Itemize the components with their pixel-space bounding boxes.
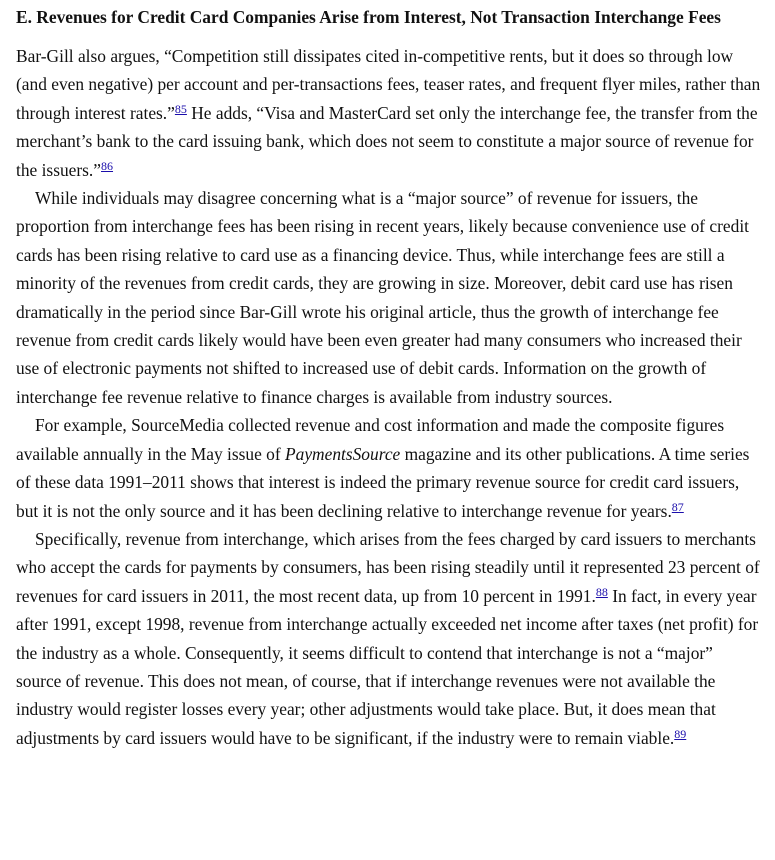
- body-text: [16, 42, 761, 752]
- text-run: magazine and its other publications. A time series of these data 1991–2011 shows that interest is indeed the primary revenue source for credit card issuers, but it is not the only source and it has been declining relative to interchange revenue for years.: [16, 443, 750, 521]
- text-run: In fact, in every year after 1991, except 1998, revenue from interchange actually exceeded net income after taxes (net profit) for the industry as a whole. Consequently, it seems difficult to contend that interchange is not a “major” source of revenue. This does not mean, of course, that if interchange revenues were not available the industry would register losses every year; other adjustments would take place. But, it does mean that adjustments by card issuers would have to be significant, if the industry were to remain viable.: [16, 585, 759, 748]
- text-run: For example, SourceMedia collected revenue and cost information and made the composite figures available annually in the May issue of: [16, 415, 725, 464]
- paragraph: [16, 184, 761, 411]
- footnote-link[interactable]: 88: [595, 584, 608, 599]
- paragraph: [16, 525, 761, 752]
- text-run: Specifically, revenue from interchange, which arises from the fees charged by card issuers to merchants who accept the cards for payments by consumers, has been rising steadily until it represented 23 percent of revenues for card issuers in 2011, the most recent data, up from 10 percent in 1991.: [16, 528, 760, 606]
- footnote-link[interactable]: 89: [674, 726, 687, 741]
- paragraph: [16, 411, 761, 525]
- paragraph: [16, 42, 761, 184]
- footnote-link[interactable]: 85: [174, 101, 187, 116]
- italic-title: PaymentsSource: [285, 443, 401, 464]
- footnote-link[interactable]: 86: [101, 158, 114, 173]
- text-run: While individuals may disagree concerning what is a “major source” of revenue for issuers, the proportion from interchange fees has been rising in recent years, likely because convenience use of credit cards has been rising relative to card use as a financing device. Thus, while interchange fees are still a minority of the revenues from credit cards, they are growing in size. Moreover, debit card use has risen dramatically in the period since Bar-Gill wrote his original article, thus the growth of interchange fee revenue from credit cards likely would have been even greater had many consumers who increased their use of electronic payments not shifted to increased use of debit cards. Information on the growth of interchange fee revenue relative to finance charges is available from industry sources.: [16, 188, 750, 407]
- section-heading: E. Revenues for Credit Card Companies Arise from Interest, Not Transaction Interchange Fees: [16, 7, 721, 27]
- text-run: Bar-Gill also argues, “Competition still dissipates cited in-competitive rents, but it does so through low (and even negative) per account and per-transactions fees, teaser rates, and frequent flyer miles, rather than through interest rates.”: [16, 46, 761, 123]
- footnote-link[interactable]: 87: [671, 499, 684, 514]
- text-run: He adds, “Visa and MasterCard set only the interchange fee, the transfer from the merchant’s bank to the card issuing bank, which does not seem to constitute a major source of revenue for the issuers.”: [16, 102, 758, 180]
